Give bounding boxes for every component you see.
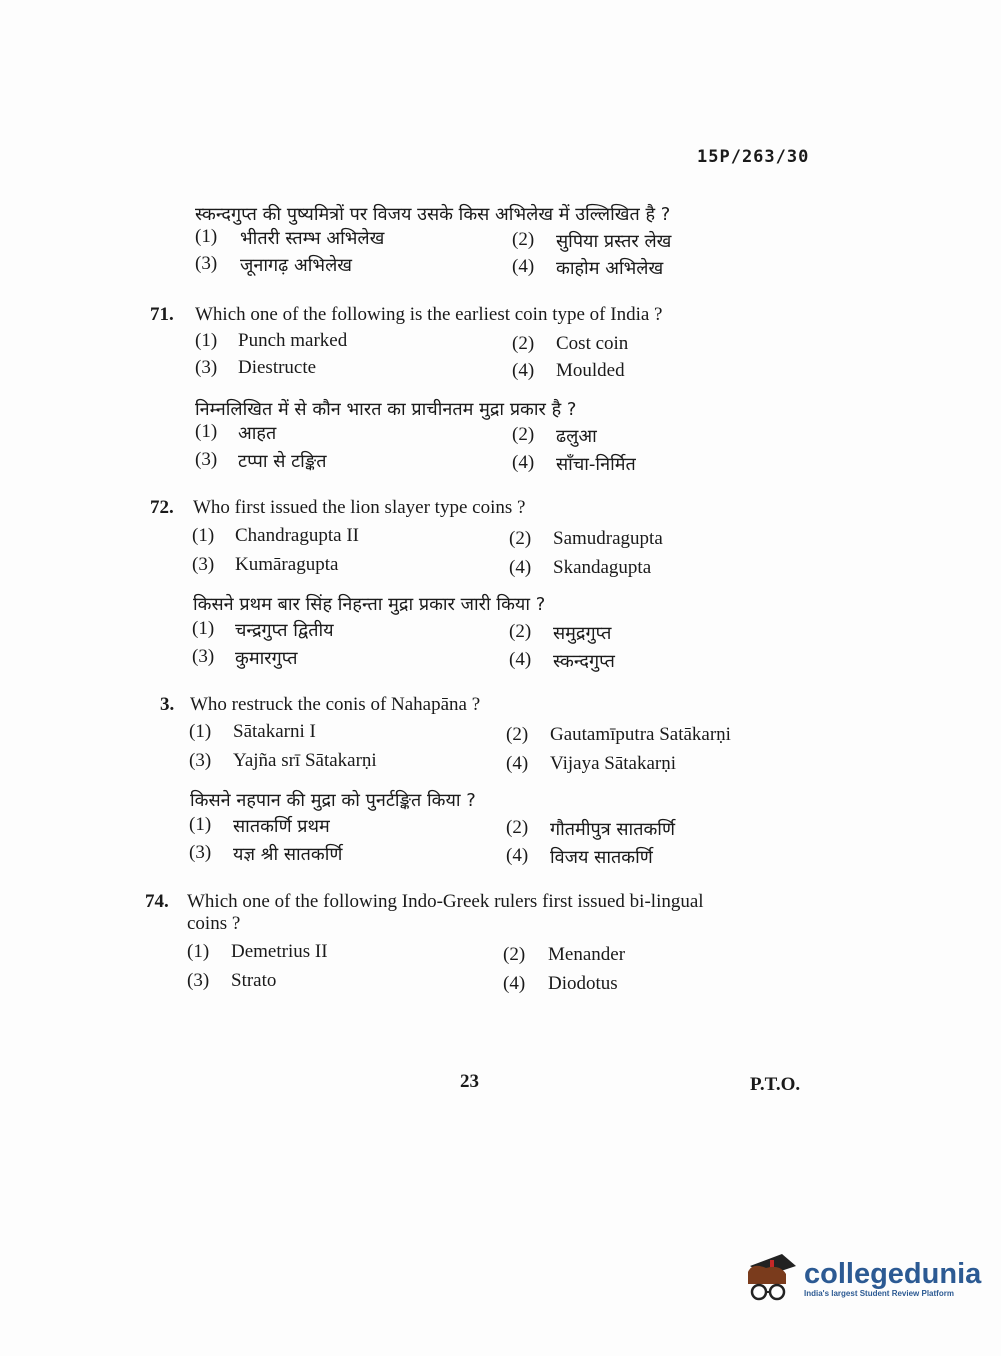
hindi-option: साँचा-निर्मित: [556, 454, 636, 475]
question-text: Who restruck the conis of Nahapāna ?: [190, 694, 481, 715]
hindi-option: ढलुआ: [556, 426, 597, 447]
option-number: (1): [192, 525, 215, 546]
brand-name: collegedunia: [804, 1258, 982, 1290]
hindi-option: समुद्रगुप्त: [553, 623, 612, 644]
option-number: (3): [195, 357, 218, 378]
question-number: 72.: [150, 497, 174, 518]
answer-option: Diodotus: [548, 973, 618, 994]
option-number: (1): [195, 330, 218, 351]
answer-option: Gautamīputra Satākarṇi: [550, 724, 731, 745]
question-number: 71.: [150, 304, 174, 325]
option-number: (3): [192, 554, 215, 575]
option-number: (2): [512, 424, 535, 445]
option-number: (4): [506, 845, 529, 866]
answer-option: Sātakarni I: [233, 721, 316, 742]
option-number: (1): [195, 226, 218, 247]
answer-option: Skandagupta: [553, 557, 652, 578]
paper-code: 15P/263/30: [697, 147, 810, 167]
option-number: (1): [195, 421, 218, 442]
hindi-option: आहत: [238, 423, 277, 444]
collegedunia-logo: [742, 1250, 981, 1308]
hindi-option: स्कन्दगुप्त: [553, 651, 615, 672]
option-number: (4): [512, 256, 535, 277]
option-number: (1): [189, 721, 212, 742]
answer-option: Demetrius II: [231, 941, 328, 962]
option-number: (2): [503, 944, 526, 965]
answer-option: Punch marked: [238, 330, 348, 351]
hindi-question-text: किसने नहपान की मुद्रा को पुनर्टङ्कित किया ?: [190, 790, 476, 811]
answer-option: Cost coin: [556, 333, 629, 354]
option-number: (4): [512, 452, 535, 473]
answer-option: Diestructe: [238, 357, 317, 378]
option-number: (4): [506, 753, 529, 774]
option-number: (2): [512, 229, 535, 250]
answer-option: Samudragupta: [553, 528, 663, 549]
question-text: Which one of the following is the earliest coin type of India ?: [195, 304, 663, 325]
answer-option: Vijaya Sātakarṇi: [550, 753, 677, 774]
question-text-continued: coins ?: [187, 913, 241, 934]
question-text: Which one of the following Indo-Greek rulers first issued bi-lingual: [187, 891, 704, 912]
option-number: (4): [512, 360, 535, 381]
option-number: (1): [187, 941, 210, 962]
answer-option: Kumāragupta: [235, 554, 339, 575]
brand-tagline: India's largest Student Review Platform: [804, 1289, 954, 1298]
hindi-option: गौतमीपुत्र सातकर्णि: [550, 819, 675, 840]
option-number: (4): [509, 649, 532, 670]
option-number: (2): [506, 724, 529, 745]
option-number: (2): [506, 817, 529, 838]
option-number: (4): [509, 557, 532, 578]
option-number: (3): [192, 646, 215, 667]
hindi-option: यज्ञ श्री सातकर्णि: [233, 844, 343, 865]
question-number: 74.: [145, 891, 169, 912]
option-number: (3): [189, 750, 212, 771]
hindi-question-text: निम्नलिखित में से कौन भारत का प्राचीनतम मुद्रा प्रकार है ?: [195, 399, 577, 420]
question-number: 3.: [160, 694, 175, 715]
option-number: (3): [195, 253, 218, 274]
hindi-option: टप्पा से टङ्कित: [238, 451, 327, 472]
hindi-option: जूनागढ़ अभिलेख: [240, 255, 352, 276]
hindi-question-text: किसने प्रथम बार सिंह निहन्ता मुद्रा प्रकार जारी किया ?: [193, 594, 546, 615]
option-number: (3): [195, 449, 218, 470]
hindi-option: विजय सातकर्णि: [550, 847, 653, 868]
page-number: 23: [460, 1071, 479, 1092]
answer-option: Strato: [231, 970, 277, 991]
hindi-option: चन्द्रगुप्त द्वितीय: [235, 620, 334, 641]
answer-option: Chandragupta II: [235, 525, 359, 546]
option-number: (1): [189, 814, 212, 835]
hindi-option: कुमारगुप्त: [235, 648, 298, 669]
answer-option: Menander: [548, 944, 626, 965]
hindi-option: काहोम अभिलेख: [556, 258, 664, 279]
answer-option: Moulded: [556, 360, 625, 381]
option-number: (2): [512, 333, 535, 354]
hindi-option: भीतरी स्तम्भ अभिलेख: [240, 228, 385, 249]
option-number: (4): [503, 973, 526, 994]
question-text: Who first issued the lion slayer type coins ?: [193, 497, 526, 518]
hindi-option: सातकर्णि प्रथम: [233, 816, 330, 837]
option-number: (1): [192, 618, 215, 639]
hindi-question-text: स्कन्दगुप्त की पुष्यमित्रों पर विजय उसके किस अभिलेख में उल्लिखित है ?: [195, 204, 671, 225]
option-number: (3): [189, 842, 212, 863]
hindi-option: सुपिया प्रस्तर लेख: [556, 231, 672, 252]
option-number: (2): [509, 621, 532, 642]
option-number: (3): [187, 970, 210, 991]
pto-label: P.T.O.: [750, 1074, 801, 1095]
mascot-icon: [742, 1250, 798, 1308]
option-number: (2): [509, 528, 532, 549]
answer-option: Yajña srī Sātakarṇi: [233, 750, 377, 771]
